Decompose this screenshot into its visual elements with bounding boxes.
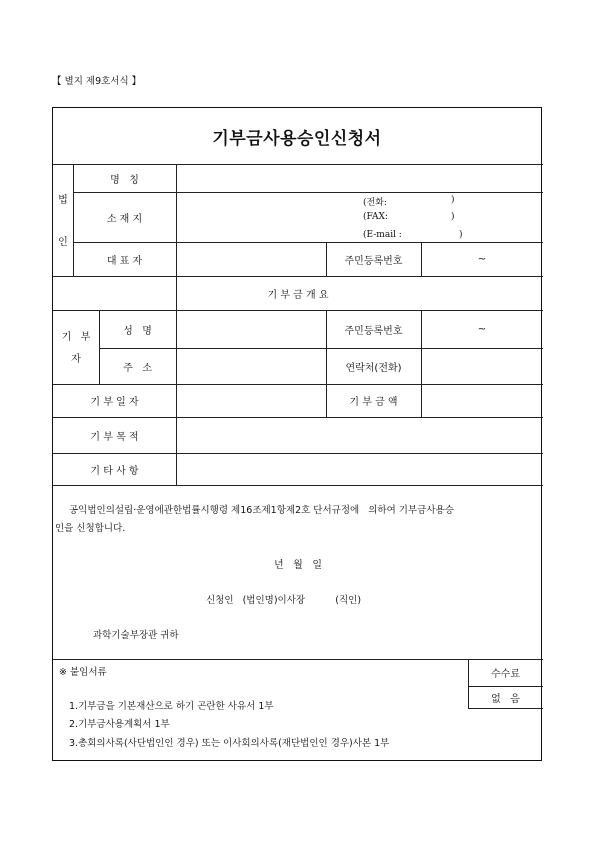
corp-fax-label: (FAX: [363,212,388,222]
donation-amount-field[interactable] [422,385,542,416]
fee-label: 수수료 [491,669,520,680]
corp-phone-line: (전화: ) [363,195,455,208]
corp-name-label: 명 칭 [110,174,139,186]
corp-address-field[interactable] [177,193,542,241]
attachment-item-3: 3.총회의사록(사단법인인 경우) 또는 이사회의사록(재단법인인 경우)사본 1부 [69,738,390,749]
donor-contact-label: 연락처(전화) [345,362,402,374]
corp-group-label-top: 법 [58,194,68,206]
applicant-line: 신청인 (법인명)이사장 (직인) [206,595,362,606]
donor-group-label-bottom: 자 [71,353,81,365]
other-notes-label: 기 타 사 항 [90,465,139,477]
corp-name-field[interactable] [177,165,542,191]
donation-date-label: 기 부 일 자 [90,397,139,408]
donation-amount-label: 기 부 금 액 [349,397,398,408]
corp-email-line: (E-mail : ) [363,230,463,240]
corp-rep-field[interactable] [177,243,325,275]
corp-email-label: (E-mail : [363,230,402,240]
other-notes-field[interactable] [177,454,542,484]
corp-fax-line: (FAX: ) [363,212,455,222]
statement-line-1: 공익법인의설립·운영에관한법률시행령 제16조제1항제2호 단서규정에 의하여 기부금사용승 [69,505,454,516]
corp-rep-id-field[interactable]: ~ [477,253,487,265]
attachment-item-1: 1.기부금을 기본재산으로 하기 곤란한 사유서 1부 [69,701,274,712]
donation-purpose-label: 기 부 목 적 [90,431,139,443]
donor-id-field[interactable]: ~ [477,323,487,335]
donor-id-label: 주민등록번호 [344,325,403,337]
donation-date-field[interactable] [177,385,325,416]
attachment-item-2: 2.기부금사용계획서 1부 [69,719,170,730]
donation-purpose-field[interactable] [177,418,542,452]
fee-value: 없 음 [491,693,520,705]
corp-rep-label: 대 표 자 [106,255,143,267]
corp-address-label: 소 재 지 [106,213,143,225]
application-date-line: 년 월 일 [273,559,323,571]
donor-contact-field[interactable] [422,349,542,383]
statement-line-2: 인을 신청합니다. [55,523,126,534]
corp-rep-id-label: 주민등록번호 [344,255,403,267]
corp-phone-label: (전화: [363,198,387,208]
form-title: 기부금사용승인신청서 [212,129,382,149]
donor-name-label: 성 명 [123,325,152,337]
donor-name-field[interactable] [177,311,325,347]
attachments-header: ※ 붙임서류 [59,667,107,678]
donor-address-label: 주 소 [123,362,152,374]
form-number-label: 【 별지 제9호서식 】 [52,76,142,87]
addressee-line: 과학기술부장관 귀하 [93,630,179,641]
application-form [52,107,542,761]
donor-address-field[interactable] [177,349,325,383]
donor-group-label-top: 기 부 [61,331,91,343]
overview-header: 기 부 금 개 요 [267,289,329,301]
corp-group-label-bottom: 인 [58,236,68,248]
